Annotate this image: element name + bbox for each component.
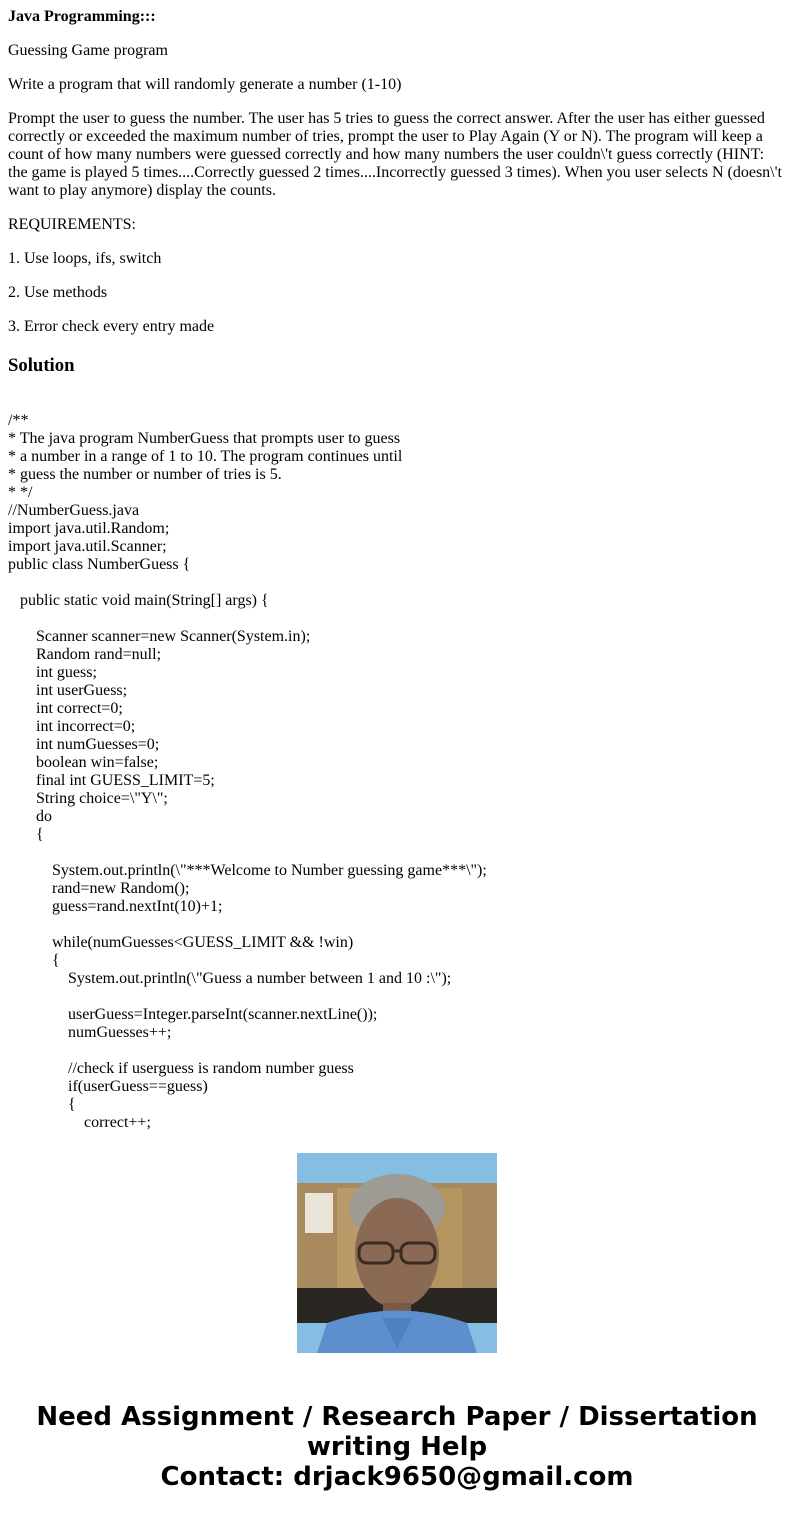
code-line: String choice=\"Y\"; <box>8 790 168 807</box>
question-intro: Write a program that will randomly generate a number (1-10) <box>8 76 402 93</box>
code-line: int userGuess; <box>8 682 128 699</box>
code-line: if(userGuess==guess) <box>8 1078 208 1095</box>
promo-line-2: writing Help <box>306 1432 488 1462</box>
author-photo <box>297 1153 497 1353</box>
code-line: guess=rand.nextInt(10)+1; <box>8 898 223 915</box>
code-line: final int GUESS_LIMIT=5; <box>8 772 215 789</box>
code-line: int guess; <box>8 664 97 681</box>
code-line: while(numGuesses<GUESS_LIMIT && !win) <box>8 934 354 951</box>
code-line: System.out.println(\"***Welcome to Number guessing game***\"); <box>8 862 487 879</box>
code-line <box>8 844 786 862</box>
promo-banner <box>0 1402 794 1492</box>
code-line: * The java program NumberGuess that prompts user to guess <box>8 430 401 447</box>
code-line <box>8 610 786 628</box>
code-line <box>8 1042 786 1060</box>
requirement-item: 1. Use loops, ifs, switch <box>8 250 162 267</box>
code-line: Random rand=null; <box>8 646 162 663</box>
code-line: rand=new Random(); <box>8 880 190 897</box>
question-title: Java Programming::: <box>8 8 156 25</box>
code-line <box>8 916 786 934</box>
requirements-label: REQUIREMENTS: <box>8 216 136 233</box>
code-line: Scanner scanner=new Scanner(System.in); <box>8 628 311 645</box>
solution-code-block <box>8 412 786 1131</box>
code-line: int numGuesses=0; <box>8 736 160 753</box>
code-line: do <box>8 808 52 825</box>
code-line: //NumberGuess.java <box>8 502 140 519</box>
code-line: * a number in a range of 1 to 10. The program continues until <box>8 448 403 465</box>
code-line: System.out.println(\"Guess a number between 1 and 10 :\"); <box>8 970 452 987</box>
question-description: Prompt the user to guess the number. The user has 5 tries to guess the correct answer. After the user has either guessed correctly or exceeded the maximum number of tries, prompt the user to Play Again (Y or N). The program will keep a count of how many numbers were guessed correctly and how many numbers the user couldn\'t guess correctly (HINT: the game is played 5 times....Correctly guessed 2 times....Incorrectly guessed 3 times). When you user selects N (doesn\'t want to play anymore) display the counts. <box>8 110 782 199</box>
solution-heading: Solution <box>8 355 75 376</box>
requirement-item: 2. Use methods <box>8 284 108 301</box>
promo-contact: Contact: drjack9650@gmail.com <box>160 1462 634 1492</box>
code-line: int correct=0; <box>8 700 123 717</box>
code-line: import java.util.Scanner; <box>8 538 167 555</box>
code-line: public static void main(String[] args) { <box>8 592 269 609</box>
code-line: { <box>8 952 60 969</box>
code-line: /** <box>8 412 29 429</box>
code-line: boolean win=false; <box>8 754 159 771</box>
requirement-item: 3. Error check every entry made <box>8 318 215 335</box>
code-line: userGuess=Integer.parseInt(scanner.nextLine()); <box>8 1006 378 1023</box>
code-line: numGuesses++; <box>8 1024 172 1041</box>
code-line: public class NumberGuess { <box>8 556 191 573</box>
code-line: correct++; <box>8 1114 151 1131</box>
question-subtitle: Guessing Game program <box>8 42 168 59</box>
promo-line-1: Need Assignment / Research Paper / Dissertation <box>36 1402 758 1432</box>
code-line: * guess the number or number of tries is 5. <box>8 466 282 483</box>
code-line <box>8 574 786 592</box>
code-line: { <box>8 1096 76 1113</box>
code-line: { <box>8 826 44 843</box>
code-line: * */ <box>8 484 33 501</box>
code-line <box>8 988 786 1006</box>
author-portrait-image <box>297 1153 497 1353</box>
code-line: import java.util.Random; <box>8 520 170 537</box>
code-line: int incorrect=0; <box>8 718 136 735</box>
code-line: //check if userguess is random number guess <box>8 1060 354 1077</box>
